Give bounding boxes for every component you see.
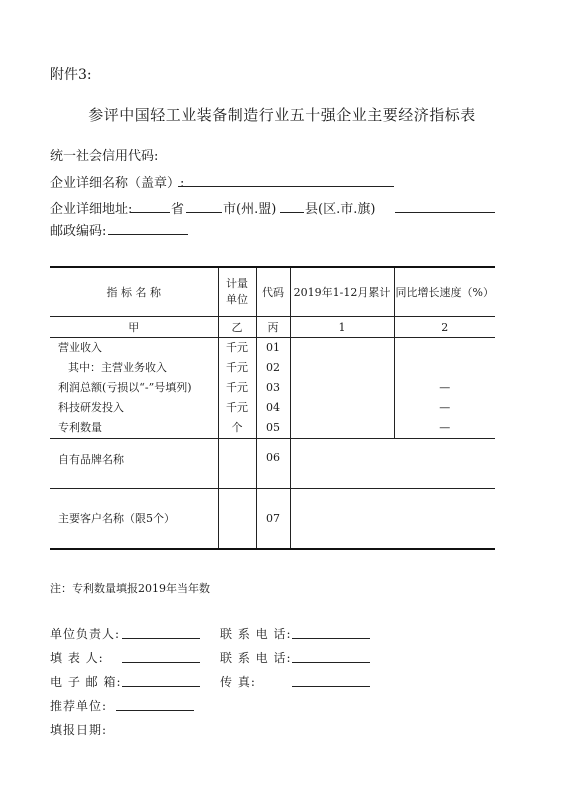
- growth-cell[interactable]: [394, 338, 495, 439]
- company-name-line[interactable]: [178, 186, 394, 187]
- date-label: 填报日期:: [50, 723, 108, 737]
- table-row-clients: [50, 489, 495, 549]
- postcode-label: 邮政编码:: [50, 224, 107, 239]
- list-item: 01: [266, 341, 280, 354]
- list-item: —: [439, 421, 451, 434]
- phone2-label: 联 系 电 话:: [220, 651, 292, 665]
- company-name-label: 企业详细名称（盖章）:: [50, 176, 185, 191]
- client-name-label: 主要客户名称（限5个）: [50, 489, 218, 549]
- province-line[interactable]: [130, 212, 170, 213]
- subheader-cumulative: 1: [290, 317, 394, 338]
- list-item: 科技研发投入: [58, 401, 124, 414]
- county-line[interactable]: [280, 212, 304, 213]
- list-item: 营业收入: [58, 341, 102, 354]
- header-code: 代码: [256, 267, 290, 317]
- phone1-line[interactable]: [292, 638, 370, 639]
- header-unit: 计量 单位: [218, 267, 256, 317]
- list-item: 千元: [226, 381, 248, 394]
- postcode-line[interactable]: [108, 234, 188, 235]
- list-item: 千元: [226, 361, 248, 374]
- footnote: 注：专利数量填报2019年当年数: [50, 582, 210, 595]
- filler-label: 填 表 人:: [50, 651, 104, 665]
- brand-input-cell[interactable]: [290, 439, 495, 489]
- table-row-brand: [50, 439, 495, 489]
- brand-unit-cell: [218, 439, 256, 489]
- unit-cell: [218, 338, 256, 439]
- county-label: 县(区.市.旗): [305, 202, 376, 217]
- unit-head-label: 单位负责人:: [50, 627, 121, 641]
- list-item: 04: [266, 401, 280, 414]
- client-input-cell[interactable]: [290, 489, 495, 549]
- list-item: 千元: [226, 401, 248, 414]
- indicator-names-cell: [50, 338, 218, 439]
- fax-line[interactable]: [292, 686, 370, 687]
- city-label: 市(州.盟): [223, 202, 277, 217]
- province-label: 省: [171, 202, 185, 217]
- indicator-table: [50, 266, 495, 550]
- list-item: 02: [266, 361, 280, 374]
- subheader-code: 丙: [256, 317, 290, 338]
- subheader-growth: 2: [394, 317, 495, 338]
- client-code: 07: [256, 489, 290, 549]
- list-item: [395, 338, 496, 358]
- table-subheader-row: [50, 317, 495, 338]
- unit-head-line[interactable]: [122, 638, 200, 639]
- client-unit-cell: [218, 489, 256, 549]
- list-item: [395, 358, 496, 378]
- attachment-label: 附件3:: [50, 67, 92, 83]
- brand-code: 06: [256, 439, 290, 489]
- email-line[interactable]: [122, 686, 200, 687]
- brand-name-label: 自有品牌名称: [50, 439, 218, 489]
- list-item: 个: [231, 421, 243, 434]
- header-cumulative: 2019年1-12月累计: [290, 267, 394, 317]
- list-item: 05: [266, 421, 280, 434]
- city-line[interactable]: [186, 212, 222, 213]
- credit-code-label: 统一社会信用代码:: [50, 149, 159, 164]
- table-row-main-indicators: [50, 338, 495, 439]
- list-item: 03: [266, 381, 280, 394]
- fax-label: 传 真:: [220, 675, 256, 689]
- address-label: 企业详细地址:: [50, 202, 133, 217]
- list-item: 专利数量: [58, 421, 102, 434]
- document-title: 参评中国轻工业装备制造行业五十强企业主要经济指标表: [88, 106, 476, 124]
- list-item: 千元: [226, 341, 248, 354]
- list-item: —: [439, 401, 451, 414]
- header-indicator: 指 标 名 称: [50, 267, 218, 317]
- code-cell: [256, 338, 290, 439]
- cumulative-input-cell[interactable]: [290, 338, 394, 439]
- address-detail-line[interactable]: [395, 212, 495, 213]
- subheader-indicator: 甲: [50, 317, 218, 338]
- list-item: 利润总额(亏损以“-”号填列): [58, 381, 192, 394]
- recommender-line[interactable]: [116, 710, 194, 711]
- email-label: 电 子 邮 箱:: [50, 675, 122, 689]
- phone2-line[interactable]: [292, 662, 370, 663]
- list-item: 其中：主营业务收入: [68, 361, 167, 374]
- filler-line[interactable]: [122, 662, 200, 663]
- header-growth: 同比增长速度（%）: [394, 267, 495, 317]
- subheader-unit: 乙: [218, 317, 256, 338]
- table-header-row: [50, 267, 495, 317]
- phone1-label: 联 系 电 话:: [220, 627, 292, 641]
- recommender-label: 推荐单位:: [50, 699, 108, 713]
- list-item: —: [439, 381, 451, 394]
